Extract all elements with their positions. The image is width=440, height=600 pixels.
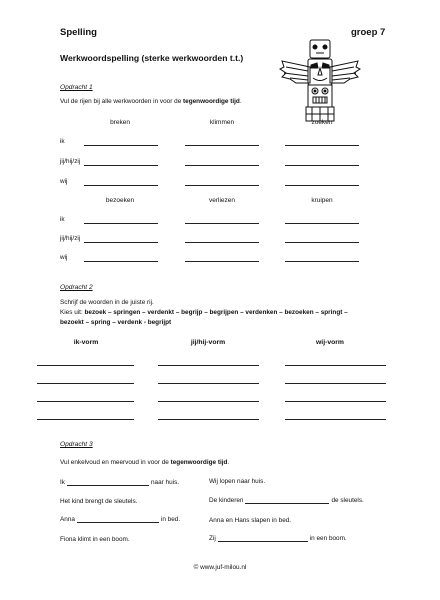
answer-line[interactable] xyxy=(84,223,158,224)
sentence-left-1: Ik naar huis. xyxy=(60,479,180,486)
answer-blank[interactable] xyxy=(77,515,159,523)
sentence-left-3: Anna in bed. xyxy=(60,516,181,523)
exercise-3-instruction: Vul enkelvoud en meervoud in voor de tegenwoordige tijd. xyxy=(60,459,230,466)
sentence-left-2: Het kind brengt de sleutels. xyxy=(60,498,138,505)
answer-line[interactable] xyxy=(185,223,259,224)
subject-heading: Spelling xyxy=(60,27,97,38)
answer-line[interactable] xyxy=(84,242,158,243)
answer-line[interactable] xyxy=(285,145,359,146)
answer-line[interactable] xyxy=(285,185,359,186)
answer-blank[interactable] xyxy=(67,478,149,486)
sentence-right-2: De kinderen de sleutels. xyxy=(209,497,364,504)
answer-line[interactable] xyxy=(285,242,359,243)
answer-line[interactable] xyxy=(285,165,359,166)
answer-line[interactable] xyxy=(158,383,259,384)
row-label-wij: wij xyxy=(60,178,68,185)
group-heading: groep 7 xyxy=(351,27,386,38)
column-jij-hij-vorm: jij/hij-vorm xyxy=(190,339,226,346)
worksheet-title: Werkwoordspelling (sterke werkwoorden t.t.) xyxy=(60,53,244,63)
answer-line[interactable] xyxy=(185,145,259,146)
answer-line[interactable] xyxy=(285,383,386,384)
verb-bezoeken: bezoeken xyxy=(105,197,135,204)
verb-zoeken: zoeken xyxy=(311,119,333,126)
exercise-3-heading: Opdracht 3 xyxy=(60,441,93,448)
answer-line[interactable] xyxy=(285,401,386,402)
verb-kruipen: kruipen xyxy=(311,197,333,204)
answer-line[interactable] xyxy=(37,365,134,366)
sentence-right-4: Zij in een boom. xyxy=(209,535,347,542)
exercise-2-heading: Opdracht 2 xyxy=(60,284,93,291)
answer-line[interactable] xyxy=(285,419,386,420)
word-bank-line-1: Kies uit: bezoek – springen – verdenkt – begrijp – begrijpen – verdenken – bezoeken – springt – xyxy=(60,309,348,316)
verb-breken: breken xyxy=(110,119,130,126)
row-label-jij-hij-zij: jij/hij/zij xyxy=(60,158,81,165)
answer-line[interactable] xyxy=(158,401,259,402)
sentence-right-3: Anna en Hans slapen in bed. xyxy=(209,517,292,524)
answer-line[interactable] xyxy=(84,165,158,166)
column-wij-vorm: wij-vorm xyxy=(316,339,344,346)
exercise-1-heading: Opdracht 1 xyxy=(60,84,93,91)
answer-blank[interactable] xyxy=(218,534,308,542)
answer-line[interactable] xyxy=(158,365,259,366)
column-ik-vorm: ik-vorm xyxy=(73,339,99,346)
sentence-left-4: Fiona klimt in een boom. xyxy=(60,536,130,543)
answer-line[interactable] xyxy=(37,401,134,402)
answer-line[interactable] xyxy=(185,242,259,243)
answer-line[interactable] xyxy=(37,419,134,420)
answer-line[interactable] xyxy=(185,261,259,262)
row-label-jij-hij-zij: jij/hij/zij xyxy=(60,235,81,242)
verb-klimmen: klimmen xyxy=(209,119,235,126)
answer-line[interactable] xyxy=(185,185,259,186)
word-bank-line-2: bezoekt – spring – verdenk - begrijpt xyxy=(60,319,172,326)
answer-blank[interactable] xyxy=(245,496,329,504)
answer-line[interactable] xyxy=(285,365,386,366)
row-label-ik: ik xyxy=(60,138,65,145)
answer-line[interactable] xyxy=(37,383,134,384)
row-label-wij: wij xyxy=(60,254,68,261)
sentence-right-1: Wij lopen naar huis. xyxy=(209,478,266,485)
answer-line[interactable] xyxy=(285,261,359,262)
footer-copyright: © www.juf-milou.nl xyxy=(193,564,247,571)
row-label-ik: ik xyxy=(60,216,65,223)
answer-line[interactable] xyxy=(84,145,158,146)
exercise-1-instruction: Vul de rijen bij alle werkwoorden in voor de tegenwoordige tijd. xyxy=(60,98,242,105)
answer-line[interactable] xyxy=(84,185,158,186)
exercise-2-instruction: Schrijf de woorden in de juiste rij. xyxy=(60,299,154,306)
totem-pole-illustration xyxy=(278,37,362,125)
verb-verliezen: verliezen xyxy=(208,197,235,204)
answer-line[interactable] xyxy=(185,165,259,166)
answer-line[interactable] xyxy=(285,223,359,224)
answer-line[interactable] xyxy=(158,419,259,420)
answer-line[interactable] xyxy=(84,261,158,262)
